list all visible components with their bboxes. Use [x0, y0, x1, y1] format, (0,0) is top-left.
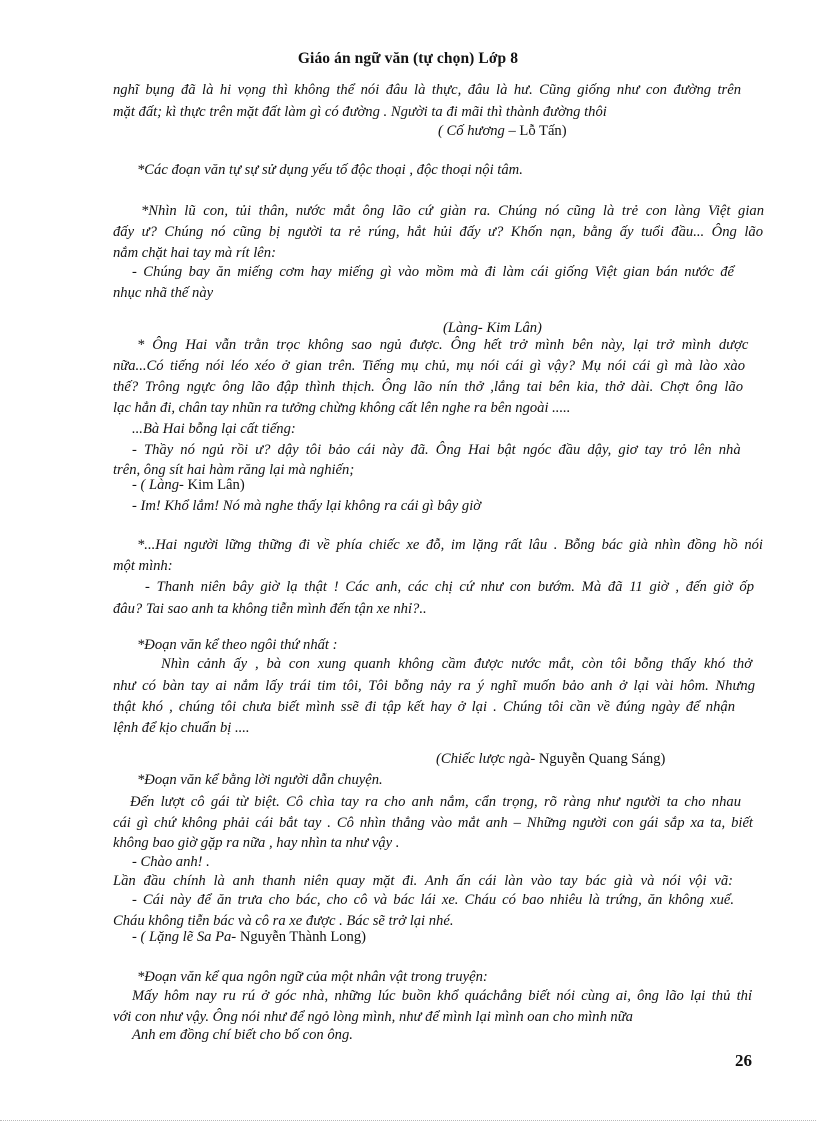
text-line: đấy ư? Chúng nó cũng bị người ta rẻ rúng, hắt hủi đấy ư? Khốn nạn, bằng ấy tuổi đầu... Ông lão [113, 224, 763, 240]
text-line: cái gì chứ không phải cái bắt tay . Cô nhìn thẳng vào mắt anh – Những người con gái sắp xa ta, biết [113, 815, 753, 831]
text-line: - Thầy nó ngủ rồi ư? dậy tôi bảo cái này đã. Ông Hai bật ngóc đầu dậy, giơ tay trỏ lên nhà [132, 442, 741, 458]
text-line: nhục nhã thế này [113, 285, 214, 301]
text-line: một mình: [113, 558, 173, 574]
text-line: - Im! Khổ lắm! Nó mà nghe thấy lại không ra cái gì bây giờ [132, 498, 482, 514]
text-line: - Thanh niên bây giờ lạ thật ! Các anh, các chị cứ như con bướm. Mà đã 11 giờ , đến giờ ốp [145, 579, 754, 595]
text-line: - Chúng bay ăn miếng cơm hay miếng gì vào mồm mà đi làm cái giống Việt gian bán nước để [132, 264, 735, 280]
text-line: thật khó , chúng tôi chưa biết mình ssẽ đi tập kết hay ở lại . Chúng tôi cần về đúng ngày để nhận [113, 699, 735, 715]
text-line: thế? Trông ngực ông lão đập thình thịch. Ông lão nín thở ,lắng tai bên kia, thở dài. Chợt ông lão [113, 379, 743, 395]
text-line: Anh em đồng chí biết cho bố con ông. [132, 1027, 353, 1043]
text-line: Cháu không tiễn bác và cô ra xe được . Bác sẽ trở lại nhé. [113, 913, 454, 929]
text-line: ( Cố hương – Lỗ Tấn) [438, 123, 567, 139]
text-line: - ( Lặng lẽ Sa Pa- Nguyễn Thành Long) [132, 929, 367, 945]
text-line: như có bàn tay ai nắm lấy trái tim tôi, Tôi bỗng nảy ra ý nghĩ muốn bảo anh ở lại vài hôm. Nhưng [113, 678, 755, 694]
text-line: ...Bà Hai bỗng lại cất tiếng: [132, 421, 296, 437]
text-line: lạc hẳn đi, chân tay nhũn ra tưởng chừng không cất lên nghe ra bên ngoài ..... [113, 400, 571, 416]
text-line: *Đoạn văn kể bằng lời người dẫn chuyện. [137, 772, 383, 788]
page-number: 26 [735, 1051, 752, 1070]
text-line: *...Hai người lững thững đi về phía chiếc xe đỗ, im lặng rất lâu . Bỗng bác già nhìn đồng hồ nói [137, 537, 763, 553]
text-line: - Chào anh! . [132, 854, 210, 870]
text-line: Nhìn cảnh ấy , bà con xung quanh không cầm được nước mắt, còn tôi bỗng thấy khó thở [161, 656, 752, 672]
text-line: nữa...Có tiếng nói léo xéo ở gian trên. Tiếng mụ chủ, mụ nói cái gì vậy? Mụ nói cái gì mà lào xào [113, 358, 745, 374]
text-line: - ( Làng- Kim Lân) [132, 477, 245, 493]
text-line: - Cái này để ăn trưa cho bác, cho cô và bác lái xe. Cháu có bao nhiêu là trứng, ăn không xuể. [132, 892, 735, 908]
text-line: nghĩ bụng đã là hi vọng thì không thể nói đâu là thực, đâu là hư. Cũng giống như con đường trên [113, 82, 741, 98]
text-line: Lần đầu chính là anh thanh niên quay mặt đi. Anh ấn cái làn vào tay bác già và nói vội vã: [113, 873, 733, 889]
page-header: Giáo án ngữ văn (tự chọn) Lớp 8 [297, 50, 519, 67]
footer-divider [0, 1120, 816, 1121]
text-line: lệnh để kịo chuẩn bị .... [113, 720, 250, 736]
text-line: *Đoạn văn kể theo ngôi thứ nhất : [137, 637, 338, 653]
text-line: * Ông Hai vẫn trằn trọc không sao ngủ được. Ông hết trở mình bên này, lại trở mình dược [137, 337, 749, 353]
text-line: mặt đất; kì thực trên mặt đất làm gì có đường . Người ta đi mãi thì thành đường thôi [113, 104, 607, 120]
text-line: nắm chặt hai tay mà rít lên: [113, 245, 276, 261]
text-line: (Làng- Kim Lân) [443, 320, 542, 336]
text-line: (Chiếc lược ngà- Nguyễn Quang Sáng) [436, 751, 666, 767]
text-line: trên, ông sít hai hàm răng lại mà nghiến; [113, 462, 355, 478]
text-line: *Đoạn văn kể qua ngôn ngữ của một nhân vật trong truyện: [137, 969, 488, 985]
text-line: *Các đoạn văn tự sự sử dụng yếu tố độc thoại , độc thoại nội tâm. [137, 162, 523, 178]
text-line: đâu? Tai sao anh ta không tiễn mình đến tận xe nhỉ?.. [113, 601, 427, 617]
text-line: Đến lượt cô gái từ biệt. Cô chìa tay ra cho anh nắm, cẩn trọng, rõ ràng như người ta cho nhau [130, 794, 741, 810]
text-line: Mấy hôm nay ru rú ở góc nhà, những lúc buồn khổ quáchẳng biết nói cùng ai, ông lão lại thủ thỉ [132, 988, 752, 1004]
text-line: không bao giờ gặp ra nữa , hay nhìn ta như vậy . [113, 835, 400, 851]
text-line: *Nhìn lũ con, tủi thân, nước mắt ông lão cứ giàn ra. Chúng nó cũng là trẻ con làng Việt gian [141, 203, 764, 219]
text-line: với con như vậy. Ông nói như để ngỏ lòng mình, như để mình lại mình oan cho mình nữa [113, 1009, 633, 1025]
